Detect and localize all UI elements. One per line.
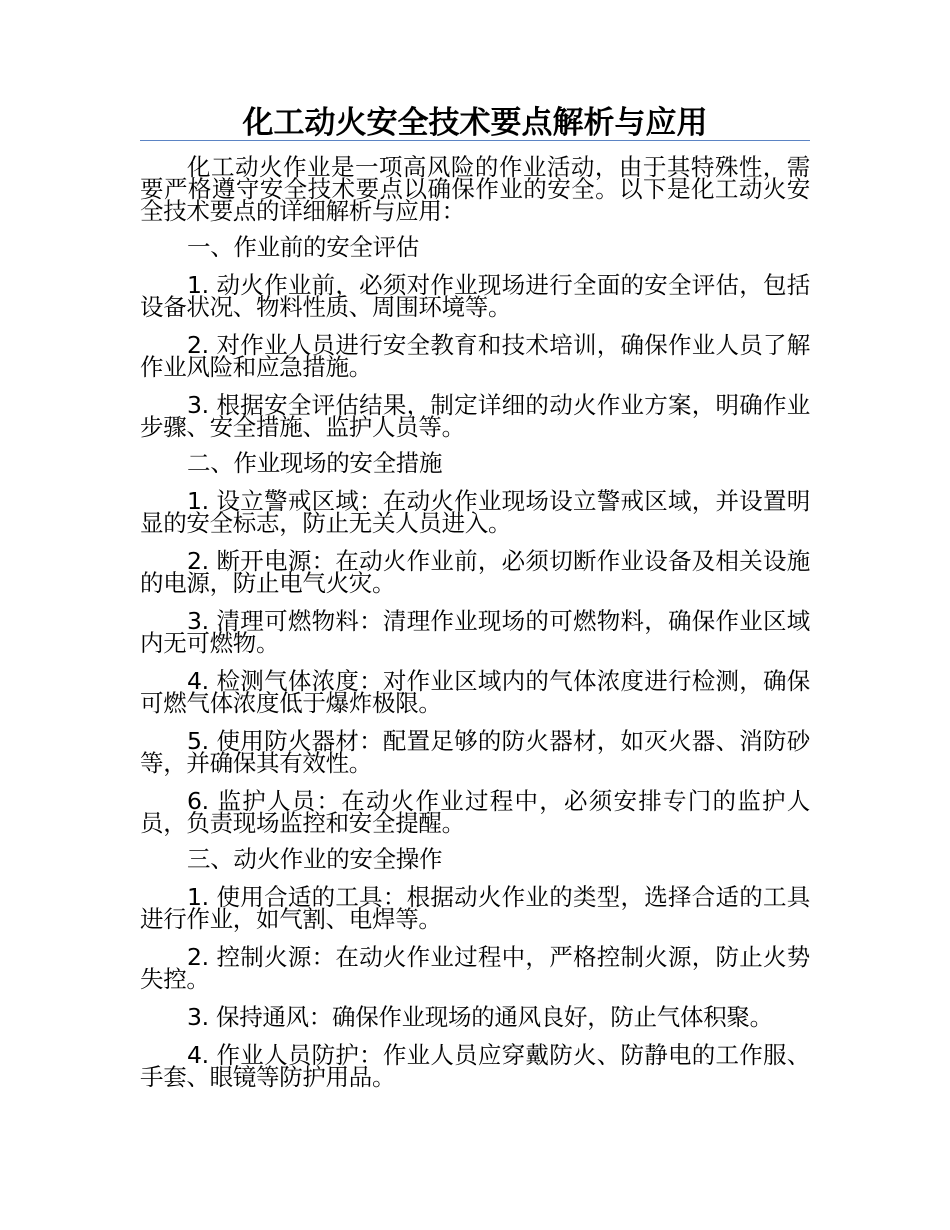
section-3-item-2: 2. 控制火源：在动火作业过程中，严格控制火源，防止火势失控。 [140,943,810,993]
section-3-item-3: 3. 保持通风：确保作业现场的通风良好，防止气体积聚。 [187,1003,773,1031]
section-2-item-4: 4. 检测气体浓度：对作业区域内的气体浓度进行检测，确保可燃气体浓度低于爆炸极限。 [140,667,810,717]
section-heading-2: 二、作业现场的安全措施 [187,449,443,477]
section-heading-3: 三、动火作业的安全操作 [187,845,443,873]
section-2-item-3: 3. 清理可燃物料：清理作业现场的可燃物料，确保作业区域内无可燃物。 [140,607,810,657]
section-heading-1: 一、作业前的安全评估 [187,233,419,261]
section-2-item-6: 6. 监护人员：在动火作业过程中，必须安排专门的监护人员，负责现场监控和安全提醒。 [140,787,810,837]
document-body [140,153,810,1091]
section-2-item-1: 1. 设立警戒区域：在动火作业现场设立警戒区域，并设置明显的安全标志，防止无关人员进入。 [140,487,810,537]
section-1-item-3: 3. 根据安全评估结果，制定详细的动火作业方案，明确作业步骤、安全措施、监护人员等。 [140,391,810,441]
section-3-item-1: 1. 使用合适的工具：根据动火作业的类型，选择合适的工具进行作业，如气割、电焊等。 [140,883,810,933]
title-underline [140,140,810,141]
section-3-item-4: 4. 作业人员防护：作业人员应穿戴防火、防静电的工作服、手套、眼镜等防护用品。 [140,1041,810,1091]
section-1-item-1: 1. 动火作业前，必须对作业现场进行全面的安全评估，包括设备状况、物料性质、周围环境等。 [140,271,810,321]
section-2-item-2: 2. 断开电源：在动火作业前，必须切断作业设备及相关设施的电源，防止电气火灾。 [140,547,810,597]
intro-paragraph: 化工动火作业是一项高风险的作业活动，由于其特殊性，需要严格遵守安全技术要点以确保作业的安全。以下是化工动火安全技术要点的详细解析与应用： [140,153,810,225]
section-2-item-5: 5. 使用防火器材：配置足够的防火器材，如灭火器、消防砂等，并确保其有效性。 [140,727,810,777]
section-1-item-2: 2. 对作业人员进行安全教育和技术培训，确保作业人员了解作业风险和应急措施。 [140,331,810,381]
page-title: 化工动火安全技术要点解析与应用 [242,105,708,141]
